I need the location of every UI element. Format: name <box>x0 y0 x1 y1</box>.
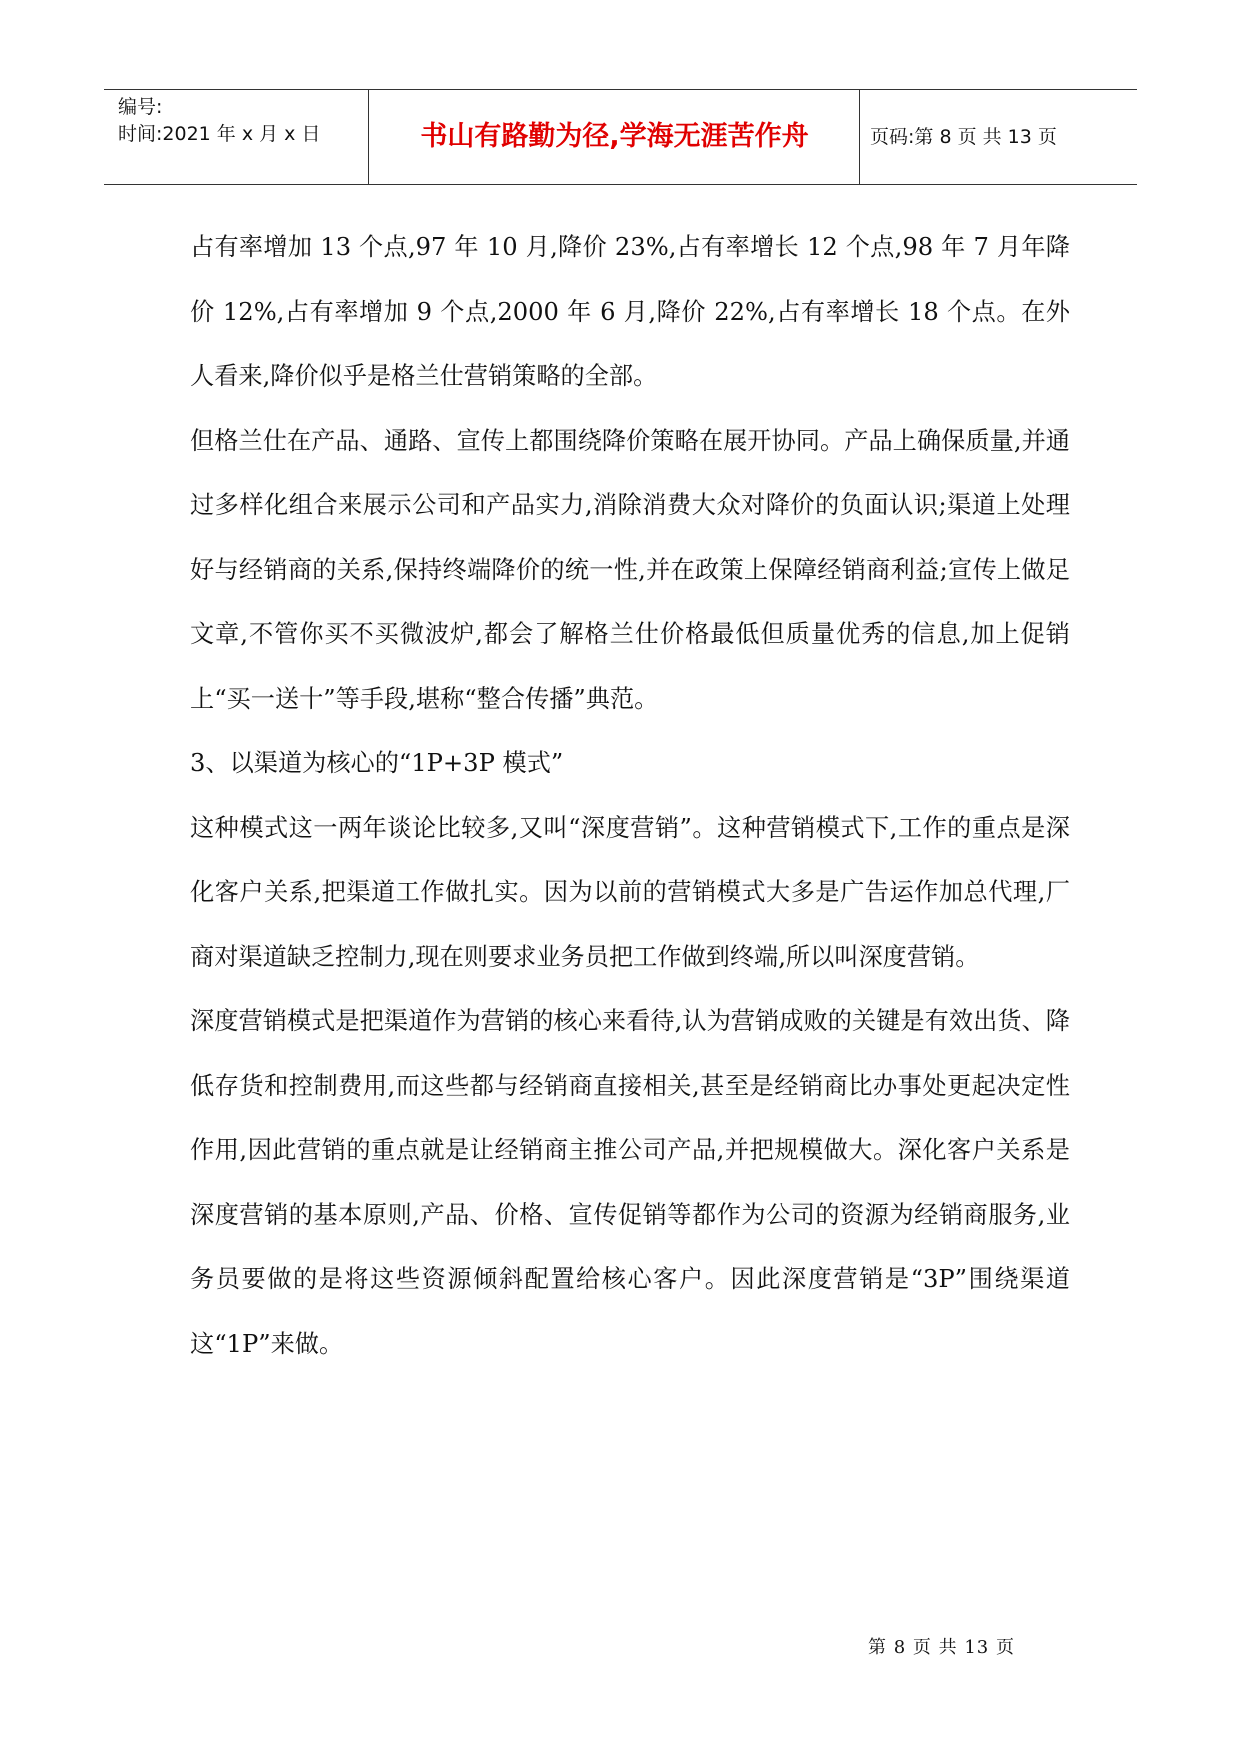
page-footer: 第 8 页 共 13 页 <box>868 1637 1015 1658</box>
document-time-label: 时间:2021 年 x 月 x 日 <box>118 123 321 145</box>
document-number-label: 编号: <box>118 96 163 118</box>
section-heading: 3、以渠道为核心的“1P+3P 模式” <box>190 749 564 777</box>
body-paragraph: 但格兰仕在产品、通路、宣传上都围绕降价策略在展开协同。产品上确保质量,并通过多样化组合来展示公司和产品实力,消除消费大众对降价的负面认识;渠道上处理好与经销商的关系,保持终端降价的统一性,并在政策上保障经销商利益;宣传上做足文章,不管你买不买微波炉,都会了解格兰仕价格最低但质量优秀的信息,加上促销上“买一送十”等手段,堪称“整合传播”典范。 <box>190 426 1070 713</box>
body-paragraph: 占有率增加 13 个点,97 年 10 月,降价 23%,占有率增长 12 个点,98 年 7 月年降价 12%,占有率增加 9 个点,2000 年 6 月,降价 22%,占有率增长 18 个点。在外人看来,降价似乎是格兰仕营销策略的全部。 <box>190 233 1070 390</box>
page-header <box>104 89 1137 185</box>
header-page-number: 页码:第 8 页 共 13 页 <box>870 126 1057 148</box>
header-divider <box>368 90 369 184</box>
body-paragraph: 这种模式这一两年谈论比较多,又叫“深度营销”。这种营销模式下,工作的重点是深化客户关系,把渠道工作做扎实。因为以前的营销模式大多是广告运作加总代理,厂商对渠道缺乏控制力,现在则要求业务员把工作做到终端,所以叫深度营销。 <box>190 813 1070 971</box>
document-body <box>190 215 1070 1376</box>
header-divider <box>859 90 860 184</box>
header-meta <box>118 94 370 148</box>
body-paragraph: 深度营销模式是把渠道作为营销的核心来看待,认为营销成败的关键是有效出货、降低存货和控制费用,而这些都与经销商直接相关,甚至是经销商比办事处更起决定性作用,因此营销的重点就是让经销商主推公司产品,并把规模做大。深化客户关系是深度营销的基本原则,产品、价格、宣传促销等都作为公司的资源为经销商服务,业务员要做的是将这些资源倾斜配置给核心客户。因此深度营销是“3P”围绕渠道这“1P”来做。 <box>190 1007 1070 1358</box>
header-motto: 书山有路勤为径,学海无涯苦作舟 <box>420 121 809 152</box>
